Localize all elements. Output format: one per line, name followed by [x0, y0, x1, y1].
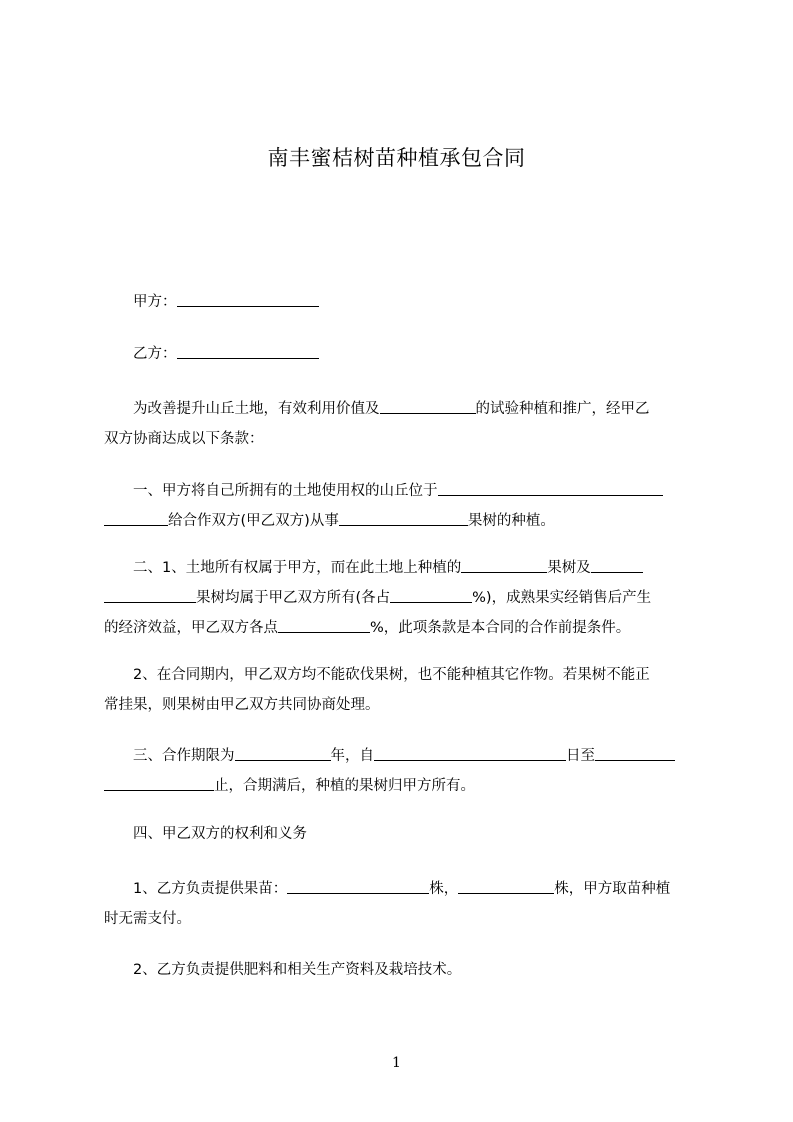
clause-1-location-blank-continued: [104, 510, 168, 526]
party-a-blank: [177, 291, 319, 307]
clause-4-1-text-2: 株，: [429, 881, 459, 897]
clause-2-2-paragraph: [104, 660, 704, 720]
clause-3-paragraph: [104, 741, 704, 801]
clause-3-end-date-blank-continued: [104, 775, 214, 791]
clause-2-1-text-6: %，此项条款是本合同的合作前提条件。: [370, 620, 631, 636]
party-b-blank: [177, 343, 319, 359]
clause-4-heading: 四、甲乙双方的权利和义务: [133, 826, 307, 842]
clause-3-end-date-blank: [595, 745, 675, 761]
intro-blank: [380, 398, 476, 414]
clause-1-fruit-blank: [339, 510, 468, 526]
clause-2-1-benefit-blank: [278, 617, 370, 633]
clause-2-2-text-2: 常挂果，则果树由甲乙双方共同协商处理。: [104, 697, 380, 713]
contract-title: 南丰蜜桔树苗种植承包合同: [267, 146, 526, 170]
clause-2-1-fruit-blank-1: [461, 557, 547, 573]
clause-4-1-seedling-blank-2: [458, 878, 554, 894]
clause-4-1-paragraph: [104, 874, 704, 934]
clause-4-heading-line: [104, 819, 704, 849]
intro-text-3: 双方协商达成以下条款：: [104, 431, 264, 447]
page-number: 1: [392, 1055, 401, 1071]
intro-text-2: 的试验种植和推广，经甲乙: [475, 401, 650, 417]
clause-1-text-3: 果树的种植。: [467, 513, 555, 529]
clause-1-location-blank: [438, 480, 663, 496]
clause-4-2-text-1: 2、乙方负责提供肥料和相关生产资料及栽培技术。: [133, 962, 462, 978]
clause-2-1-fruit-blank-2-continued: [104, 587, 196, 603]
clause-2-1-share-blank: [390, 587, 472, 603]
intro-paragraph: [104, 394, 704, 454]
clause-4-2-paragraph: [104, 955, 704, 985]
clause-1-text-2: 给合作双方(甲乙双方)从事: [168, 513, 339, 529]
clause-3-text-1: 三、合作期限为: [133, 748, 235, 764]
party-b-label: 乙方：: [133, 346, 177, 362]
clause-2-1-text-4: %)，成熟果实经销售后产生: [472, 590, 652, 606]
intro-text-1: 为改善提升山丘土地，有效利用价值及: [133, 401, 380, 417]
clause-2-1-text-5: 的经济效益，甲乙双方各点: [104, 620, 278, 636]
clause-1-text-1: 一、甲方将自己所拥有的土地使用权的山丘位于: [133, 483, 438, 499]
party-b-line: [104, 339, 704, 369]
clause-4-1-text-4: 时无需支付。: [104, 911, 191, 927]
clause-4-1-seedling-blank-1: [287, 878, 429, 894]
clause-2-1-text-3: 果树均属于甲乙双方所有(各占: [196, 590, 391, 606]
clause-3-start-date-blank: [374, 745, 566, 761]
party-a-label: 甲方：: [133, 294, 177, 310]
clause-4-1-text-1: 1、乙方负责提供果苗：: [133, 881, 288, 897]
clause-4-1-text-3: 株，甲方取苗种植: [554, 881, 671, 897]
clause-2-1-fruit-blank-2: [591, 557, 643, 573]
clause-2-1-text-2: 果树及: [547, 560, 591, 576]
clause-3-text-3: 日至: [566, 748, 595, 764]
clause-1-paragraph: [104, 476, 704, 536]
clause-2-1-text-1: 二、1、土地所有权属于甲方，而在此土地上种植的: [133, 560, 462, 576]
clause-3-text-2: 年，自: [330, 748, 374, 764]
party-a-line: [104, 287, 704, 317]
clause-2-2-text-1: 2、在合同期内，甲乙双方均不能砍伐果树，也不能种植其它作物。若果树不能正: [133, 667, 650, 683]
clause-2-1-paragraph: [104, 553, 704, 643]
clause-3-years-blank: [235, 745, 331, 761]
clause-3-text-4: 止，合期满后，种植的果树归甲方所有。: [214, 778, 475, 794]
